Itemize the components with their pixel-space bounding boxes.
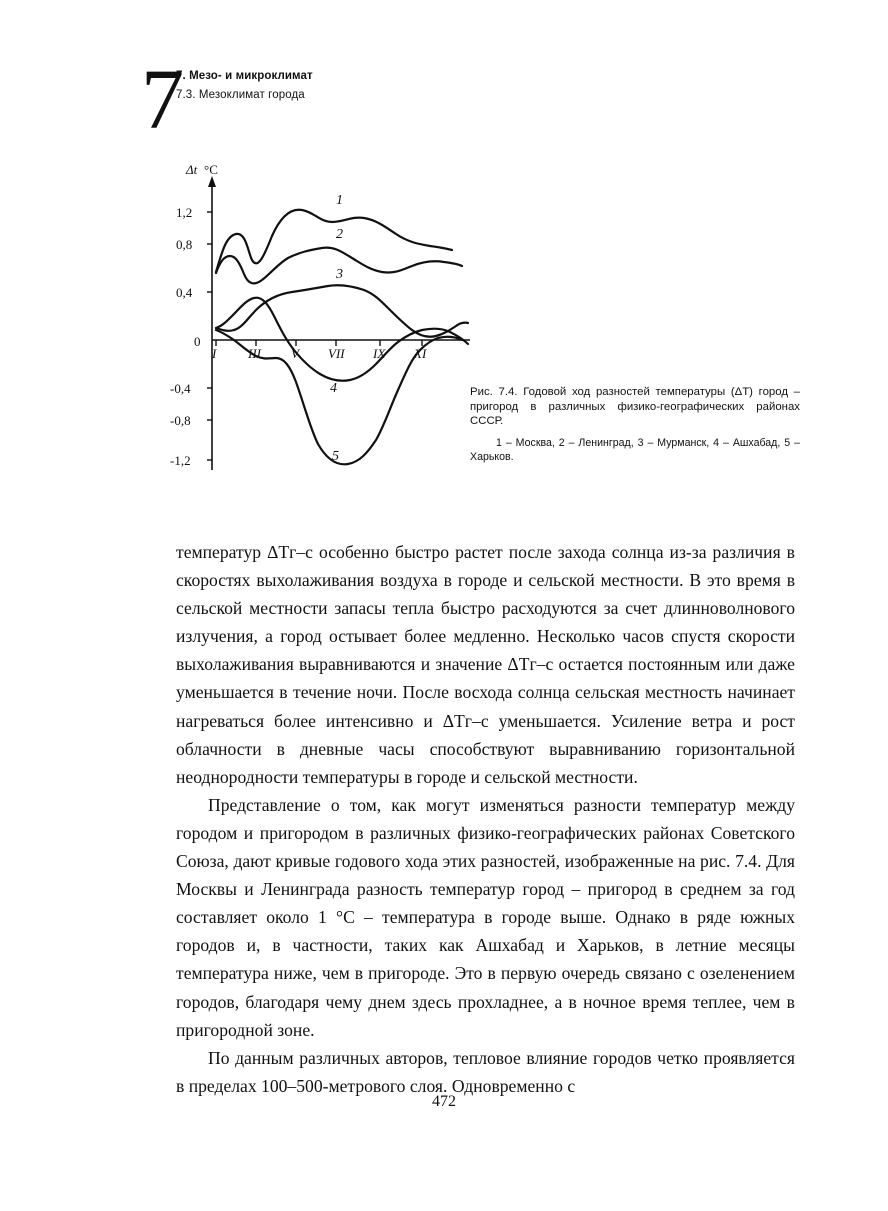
curve-label-3: 3 <box>336 267 343 282</box>
running-head-chapter: 7. Мезо- и микроклимат <box>176 70 313 82</box>
running-head-section: 7.3. Мезоклимат города <box>176 89 305 101</box>
curve-label-4: 4 <box>330 381 337 396</box>
y-axis-label: Δt <box>186 162 198 177</box>
y-axis-arrow <box>208 176 216 187</box>
paragraph-1: температур ΔTг–с особенно быстро растет после захода солнца из-за различия в скоростях выхолаживания воздуха в городе и сельской местности. В это время в сельской местности запасы тепла быстро расходуются за счет длинноволнового излучения, а город остывает более медленно. Несколько часов спустя скорости выхолаживания выравниваются и значение ΔTг–с остается постоянным или даже уменьшается в течение ночи. После восхода солнца сельская местность начинает нагреваться более интенсивно и ΔTг–с уменьшается. Усиление ветра и рост облачности в дневные часы способствуют выравниванию горизонтальной неоднородности температуры в городе и сельской местности. <box>176 542 795 787</box>
curve-label-2: 2 <box>336 227 343 242</box>
y-tick-label-3: 0,4 <box>176 285 193 300</box>
running-head <box>176 69 596 103</box>
figure-caption-text: Рис. 7.4. Годовой ход разностей температуры (ΔT) город – пригород в различных физико-географических районах СССР. <box>470 386 800 428</box>
curve-label-1: 1 <box>336 193 343 208</box>
y-tick-label-1: 1,2 <box>176 205 193 220</box>
curve-label-5: 5 <box>332 449 339 464</box>
page-number: 472 <box>432 1093 456 1110</box>
y-tick-label-5: -0,4 <box>170 381 191 396</box>
x-tick-marks <box>216 340 422 346</box>
x-tick-label-5: IX <box>373 346 386 361</box>
x-tick-label-2: III <box>248 346 261 361</box>
y-tick-label-7: -1,2 <box>170 453 191 468</box>
x-tick-label-1: I <box>212 346 217 361</box>
curve-moscow <box>216 210 452 272</box>
body-text <box>176 538 795 1100</box>
y-tick-label-6: -0,8 <box>170 413 191 428</box>
figure-legend: 1 – Москва, 2 – Ленинград, 3 – Мурманск, 4 – Ашхабад, 5 – Харьков. <box>470 436 800 463</box>
paragraph-3: По данным различных авторов, тепловое влияние городов четко проявляется в пределах 100–500-метрового слоя. Одновременно с <box>176 1047 795 1096</box>
y-axis-unit: °C <box>204 162 218 177</box>
x-tick-label-4: VII <box>328 346 345 361</box>
x-tick-label-3: V <box>291 346 299 361</box>
y-tick-label-2: 0,8 <box>176 237 193 252</box>
figure-caption <box>470 385 800 464</box>
chapter-number: 7 <box>141 51 182 147</box>
y-tick-label-4: 0 <box>194 334 201 349</box>
x-tick-label-6: XI <box>414 346 427 361</box>
figure-chart <box>160 160 490 490</box>
figure-7-4 <box>160 160 490 490</box>
paragraph-2: Представление о том, как могут изменяться разности температур между городом и пригородом в различных физико-географических районах Советского Союза, дают кривые годового хода этих разностей, изображенные на рис. 7.4. Для Москвы и Ленинграда разность температур город – пригород в среднем за год составляет около 1 °C – температура в городе выше. Однако в ряде южных городов и, в частности, таких как Ашхабад и Харьков, в летние месяцы температура ниже, чем в пригороде. Это в первую очередь связано с озеленением городов, благодаря чему днем здесь прохладнее, а в ночное время теплее, чем в пригородной зоне. <box>176 794 795 1040</box>
